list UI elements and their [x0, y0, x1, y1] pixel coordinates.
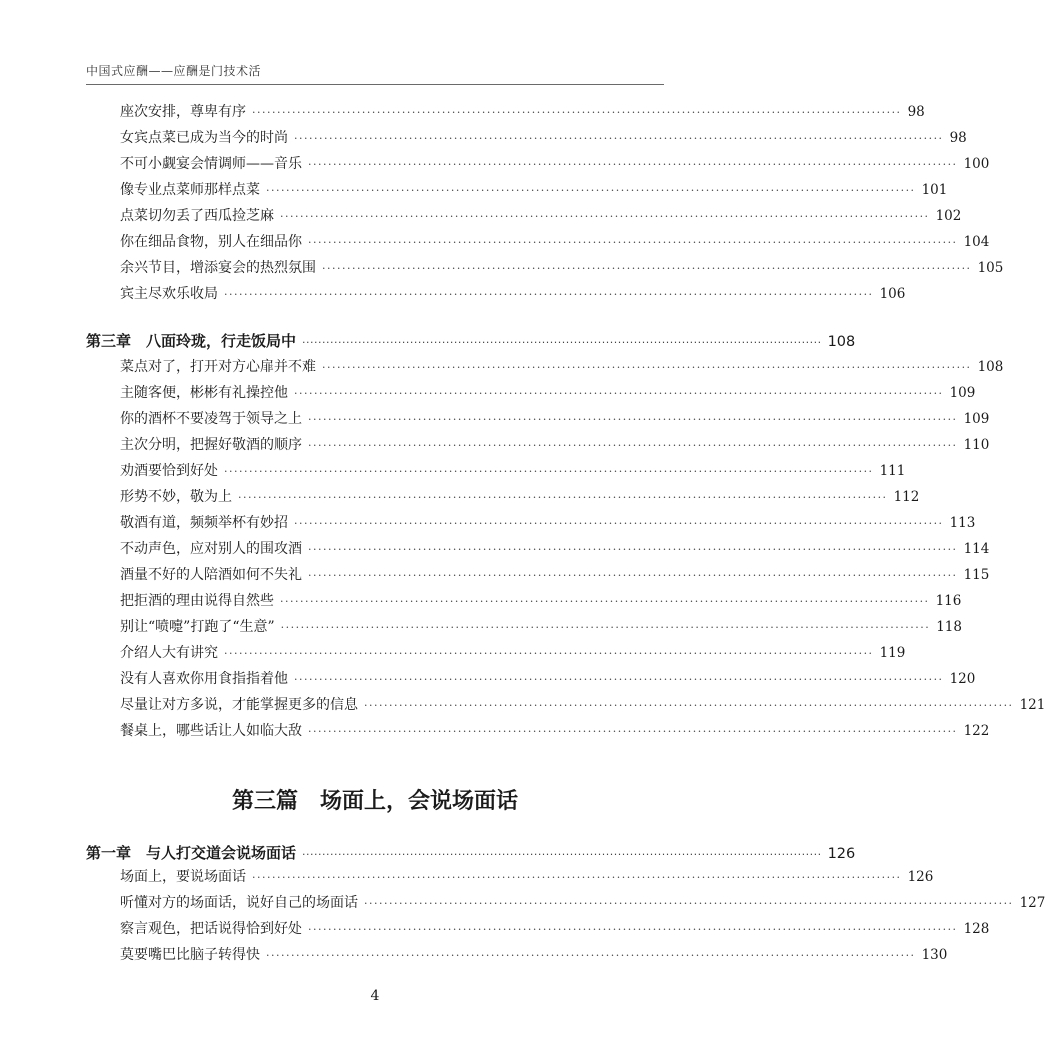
toc-entry-page: 98	[907, 104, 925, 120]
toc-section-entry	[120, 918, 990, 940]
toc-section-entry	[120, 590, 962, 612]
toc-entry-page: 130	[921, 947, 948, 963]
toc-entry-title: 余兴节目，增添宴会的热烈氛围	[120, 260, 316, 276]
toc-entry-page: 110	[963, 437, 990, 453]
toc-entry-title: 场面上，要说场面话	[120, 869, 246, 885]
toc-section-entry	[120, 668, 976, 690]
toc-section-entry	[120, 564, 990, 586]
toc-entry-page: 121	[1019, 697, 1045, 713]
toc-entry-title: 主次分明，把握好敬酒的顺序	[120, 437, 302, 453]
dot-leader: ··································································································································	[266, 184, 916, 197]
toc-entry-page: 126	[827, 846, 856, 862]
toc-section-entry	[120, 866, 934, 888]
dot-leader: ··································································································································	[294, 673, 944, 686]
toc-entry-title: 别让“喷嚏”打跑了“生意”	[120, 619, 275, 635]
toc-section-entry	[120, 694, 1045, 716]
header-rule	[86, 84, 664, 85]
toc-entry-title: 酒量不好的人陪酒如何不失礼	[120, 567, 302, 583]
dot-leader: ··································································································································	[280, 210, 930, 223]
dot-leader: ··································································································································	[252, 106, 902, 119]
toc-entry-title: 没有人喜欢你用食指指着他	[120, 671, 288, 687]
toc-entry-page: 98	[949, 130, 967, 146]
toc-entry-title: 点菜切勿丢了西瓜捡芝麻	[120, 208, 274, 224]
toc-entry-title: 菜点对了，打开对方心扉并不难	[120, 359, 316, 375]
toc-section-entry	[120, 460, 906, 482]
dot-leader: ··································································································································	[364, 897, 1014, 910]
toc-entry-page: 128	[963, 921, 990, 937]
toc-entry-title: 听懂对方的场面话，说好自己的场面话	[120, 895, 358, 911]
dot-leader: ··································································································································	[238, 491, 888, 504]
dot-leader: ··································································································································	[308, 413, 958, 426]
dot-leader: ··································································································································	[308, 725, 958, 738]
dot-leader: ··································································································································	[224, 465, 874, 478]
toc-entry-page: 115	[963, 567, 990, 583]
toc-section-entry	[120, 283, 906, 305]
dot-leader: ··································································································································	[280, 595, 930, 608]
dot-leader: ··································································································································	[302, 848, 822, 861]
dot-leader: ··································································································································	[224, 647, 874, 660]
toc-section-entry	[120, 408, 990, 430]
toc-section-entry	[120, 538, 990, 560]
toc-entry-title: 不动声色，应对别人的围攻酒	[120, 541, 302, 557]
toc-section-entry	[120, 642, 906, 664]
toc-section-entry	[120, 356, 1004, 378]
toc-entry-page: 126	[907, 869, 934, 885]
toc-entry-page: 108	[827, 334, 856, 350]
toc-entry-page: 106	[879, 286, 906, 302]
toc-entry-page: 109	[963, 411, 990, 427]
toc-entry-title: 主随客便，彬彬有礼操控他	[120, 385, 288, 401]
toc-entry-page: 114	[963, 541, 990, 557]
toc-entry-title: 把拒酒的理由说得自然些	[120, 593, 274, 609]
toc-entry-page: 108	[977, 359, 1004, 375]
toc-entry-page: 112	[893, 489, 920, 505]
toc-entry-page: 102	[935, 208, 962, 224]
toc-entry-page: 104	[963, 234, 990, 250]
toc-entry-title: 你的酒杯不要凌驾于领导之上	[120, 411, 302, 427]
dot-leader: ··································································································································	[364, 699, 1014, 712]
running-header: 中国式应酬——应酬是门技术活	[86, 64, 262, 78]
toc-entry-title: 形势不妙，敬为上	[120, 489, 232, 505]
dot-leader: ··································································································································	[308, 569, 958, 582]
toc-entry-page: 101	[921, 182, 948, 198]
toc-entry-title: 察言观色，把话说得恰到好处	[120, 921, 302, 937]
toc-section-entry	[120, 944, 948, 966]
dot-leader: ··································································································································	[322, 262, 972, 275]
toc-entry-title: 女宾点菜已成为当今的时尚	[120, 130, 288, 146]
toc-entry-page: 100	[963, 156, 990, 172]
dot-leader: ··································································································································	[294, 387, 944, 400]
toc-entry-page: 113	[949, 515, 976, 531]
toc-entry-page: 127	[1019, 895, 1045, 911]
dot-leader: ··································································································································	[280, 621, 931, 634]
toc-entry-title: 餐桌上，哪些话让人如临大敌	[120, 723, 302, 739]
toc-entry-title: 劝酒要恰到好处	[120, 463, 218, 479]
toc-section-entry	[120, 153, 990, 175]
toc-chapter-entry	[86, 842, 856, 864]
toc-entry-title: 第三章 八面玲珑，行走饭局中	[86, 332, 297, 350]
toc-entry-title: 尽量让对方多说，才能掌握更多的信息	[120, 697, 358, 713]
toc-entry-title: 你在细品食物，别人在细品你	[120, 234, 302, 250]
toc-section-entry	[120, 616, 962, 638]
dot-leader: ··································································································································	[294, 517, 944, 530]
toc-section-entry	[120, 205, 962, 227]
toc-section-entry	[120, 892, 1045, 914]
toc-entry-title: 第一章 与人打交道会说场面话	[86, 844, 297, 862]
dot-leader: ··································································································································	[308, 543, 958, 556]
dot-leader: ··································································································································	[294, 132, 944, 145]
toc-entry-page: 122	[963, 723, 990, 739]
toc-entry-page: 109	[949, 385, 976, 401]
toc-section-entry	[120, 382, 976, 404]
dot-leader: ··································································································································	[322, 361, 972, 374]
dot-leader: ··································································································································	[224, 288, 874, 301]
toc-entry-title: 敬酒有道，频频举杯有妙招	[120, 515, 288, 531]
toc-section-entry	[120, 231, 990, 253]
toc-entry-title: 莫要嘴巴比脑子转得快	[120, 947, 260, 963]
toc-section-entry	[120, 720, 990, 742]
toc-entry-page: 111	[879, 463, 906, 479]
toc-section-entry	[120, 101, 925, 123]
dot-leader: ··································································································································	[266, 949, 916, 962]
toc-entry-title: 像专业点菜师那样点菜	[120, 182, 260, 198]
toc-entry-page: 118	[936, 619, 962, 635]
toc-entry-page: 116	[935, 593, 962, 609]
toc-entry-title: 宾主尽欢乐收局	[120, 286, 218, 302]
toc-entry-title: 介绍人大有讲究	[120, 645, 218, 661]
toc-section-entry	[120, 179, 948, 201]
part-title: 第三篇 场面上，会说场面话	[231, 789, 518, 814]
toc-section-entry	[120, 127, 967, 149]
toc-entry-title: 不可小觑宴会情调师——音乐	[120, 156, 302, 172]
toc-section-entry	[120, 257, 1004, 279]
dot-leader: ··································································································································	[308, 923, 958, 936]
toc-section-entry	[120, 434, 990, 456]
dot-leader: ··································································································································	[252, 871, 902, 884]
toc-entry-title: 座次安排，尊卑有序	[120, 104, 246, 120]
toc-entry-page: 120	[949, 671, 976, 687]
dot-leader: ··································································································································	[308, 158, 958, 171]
toc-section-entry	[120, 486, 920, 508]
toc-entry-page: 119	[879, 645, 906, 661]
toc-chapter-entry	[86, 330, 856, 352]
toc-section-entry	[120, 512, 976, 534]
dot-leader: ··································································································································	[308, 439, 958, 452]
dot-leader: ··································································································································	[308, 236, 958, 249]
dot-leader: ··································································································································	[302, 336, 822, 349]
page-number: 4	[370, 988, 380, 1004]
toc-entry-page: 105	[977, 260, 1004, 276]
